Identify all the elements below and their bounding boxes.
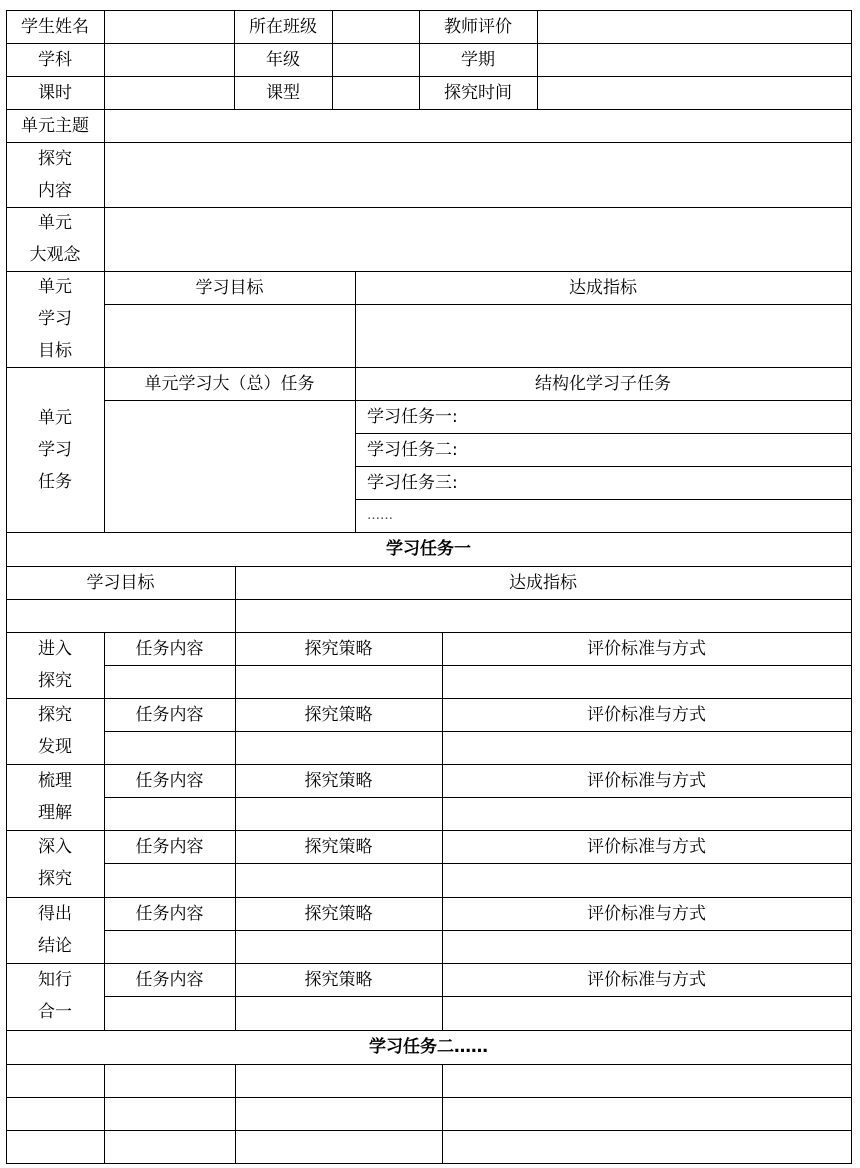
grid-line bbox=[104, 863, 852, 864]
grid-line bbox=[442, 1064, 443, 1164]
evaluation-header: 评价标准与方式 bbox=[587, 770, 706, 791]
task-content-header: 任务内容 bbox=[135, 704, 204, 725]
grid-line bbox=[6, 632, 852, 633]
unit-goal-field[interactable] bbox=[104, 304, 355, 367]
task-two-cell[interactable] bbox=[235, 1097, 442, 1130]
stage-label-line: 探究 bbox=[38, 869, 72, 889]
grid-line bbox=[104, 1064, 105, 1164]
unit-big-idea-label-line2: 大观念 bbox=[29, 245, 81, 265]
grid-line bbox=[6, 1030, 852, 1031]
evaluation-field[interactable] bbox=[442, 930, 851, 963]
inquiry-content-label bbox=[6, 142, 104, 207]
student-name-field[interactable] bbox=[104, 10, 234, 43]
inquiry-time-label: 探究时间 bbox=[444, 82, 512, 103]
inquiry-strategy-header: 探究策略 bbox=[304, 969, 373, 990]
stage-label bbox=[6, 897, 104, 963]
grid-line bbox=[442, 632, 443, 1031]
period-label: 课时 bbox=[38, 82, 72, 103]
class-field[interactable] bbox=[332, 10, 419, 43]
grid-line bbox=[355, 499, 852, 500]
task-two-cell[interactable] bbox=[104, 1064, 235, 1097]
inquiry-content-label-line2: 内容 bbox=[38, 180, 72, 201]
inquiry-time-field[interactable] bbox=[537, 76, 851, 109]
lesson-type-field[interactable] bbox=[332, 76, 419, 109]
task-two-cell[interactable] bbox=[6, 1130, 104, 1163]
inquiry-strategy-header: 探究策略 bbox=[304, 638, 373, 659]
unit-tasks-side-label-line3: 任务 bbox=[38, 471, 72, 492]
unit-tasks-side-label-line1: 单元 bbox=[38, 407, 72, 428]
grid-line bbox=[6, 1097, 852, 1098]
inquiry-strategy-header: 探究策略 bbox=[304, 903, 373, 924]
unit-goals-side-label-line1: 单元 bbox=[38, 277, 72, 297]
grid-line bbox=[104, 10, 105, 533]
grid-line bbox=[6, 43, 852, 44]
evaluation-field[interactable] bbox=[442, 665, 851, 698]
stage-label bbox=[6, 632, 104, 698]
sub-task-1[interactable]: 学习任务一: bbox=[367, 406, 458, 427]
task-content-field[interactable] bbox=[104, 930, 235, 963]
unit-tasks-side-label bbox=[6, 367, 104, 532]
semester-field[interactable] bbox=[537, 43, 851, 76]
unit-theme-field[interactable] bbox=[104, 109, 851, 142]
task-one-title: 学习任务一 bbox=[386, 539, 471, 559]
inquiry-strategy-field[interactable] bbox=[235, 996, 442, 1029]
grid-line bbox=[104, 996, 852, 997]
task-two-cell[interactable] bbox=[104, 1097, 235, 1130]
unit-theme-label: 单元主题 bbox=[21, 115, 89, 136]
unit-goals-side-label-line2: 学习 bbox=[38, 309, 72, 329]
task-content-header: 任务内容 bbox=[135, 903, 204, 924]
grid-line bbox=[235, 632, 236, 1031]
evaluation-field[interactable] bbox=[442, 797, 851, 830]
grid-line bbox=[6, 109, 852, 110]
evaluation-header: 评价标准与方式 bbox=[587, 836, 706, 857]
task-two-cell[interactable] bbox=[442, 1130, 851, 1163]
grid-line bbox=[6, 207, 852, 208]
lesson-type-label: 课型 bbox=[266, 82, 300, 103]
grid-line bbox=[234, 10, 235, 110]
grid-line bbox=[6, 1163, 852, 1164]
stage-label-line: 结论 bbox=[38, 936, 72, 956]
grid-line bbox=[104, 797, 852, 798]
task-content-field[interactable] bbox=[104, 797, 235, 830]
unit-goal-header: 学习目标 bbox=[195, 277, 264, 298]
unit-indicator-header: 达成指标 bbox=[569, 277, 637, 298]
task-two-cell[interactable] bbox=[6, 1064, 104, 1097]
task-content-field[interactable] bbox=[104, 863, 235, 896]
task-one-goal-header: 学习目标 bbox=[86, 572, 155, 593]
evaluation-field[interactable] bbox=[442, 863, 851, 896]
grid-line bbox=[6, 830, 852, 831]
stage-label-line: 探究 bbox=[38, 705, 72, 725]
grid-line bbox=[6, 1064, 852, 1065]
grid-line bbox=[6, 599, 852, 600]
grid-line bbox=[6, 566, 852, 567]
evaluation-header: 评价标准与方式 bbox=[587, 638, 706, 659]
stage-label bbox=[6, 698, 104, 764]
grid-line bbox=[6, 698, 852, 699]
sub-task-3[interactable]: 学习任务三: bbox=[367, 472, 458, 493]
stage-label bbox=[6, 830, 104, 896]
sub-task-header: 结构化学习子任务 bbox=[535, 373, 671, 394]
grid-line bbox=[6, 271, 852, 272]
grid-line bbox=[6, 76, 852, 77]
grid-line bbox=[104, 930, 852, 931]
grid-line bbox=[104, 731, 852, 732]
stage-label bbox=[6, 764, 104, 830]
task-one-indicator-header: 达成指标 bbox=[509, 572, 577, 593]
task-content-header: 任务内容 bbox=[135, 638, 204, 659]
grid-line bbox=[104, 632, 105, 1031]
grid-line bbox=[235, 566, 236, 633]
inquiry-strategy-field[interactable] bbox=[235, 731, 442, 764]
sub-task-more[interactable]: …… bbox=[367, 507, 393, 523]
grid-line bbox=[104, 665, 852, 666]
evaluation-field[interactable] bbox=[442, 731, 851, 764]
unit-indicator-field[interactable] bbox=[355, 304, 851, 367]
semester-label: 学期 bbox=[461, 49, 495, 70]
unit-tasks-side-label-line2: 学习 bbox=[38, 439, 72, 460]
stage-label bbox=[6, 963, 104, 1029]
stage-label-line: 发现 bbox=[38, 737, 72, 757]
inquiry-strategy-field[interactable] bbox=[235, 665, 442, 698]
grid-line bbox=[6, 897, 852, 898]
stage-label-line: 梳理 bbox=[38, 771, 72, 791]
evaluation-header: 评价标准与方式 bbox=[587, 704, 706, 725]
grid-line bbox=[6, 10, 7, 1164]
stage-label-line: 深入 bbox=[38, 837, 72, 857]
task-content-field[interactable] bbox=[104, 731, 235, 764]
inquiry-strategy-header: 探究策略 bbox=[304, 704, 373, 725]
task-two-cell[interactable] bbox=[104, 1130, 235, 1163]
inquiry-strategy-field[interactable] bbox=[235, 863, 442, 896]
grade-field[interactable] bbox=[332, 43, 419, 76]
inquiry-strategy-header: 探究策略 bbox=[304, 770, 373, 791]
unit-goals-side-label-line3: 目标 bbox=[38, 341, 72, 361]
unit-big-idea-field[interactable] bbox=[104, 207, 851, 271]
task-two-cell[interactable] bbox=[442, 1097, 851, 1130]
grid-line bbox=[104, 304, 852, 305]
grid-line bbox=[235, 1064, 236, 1164]
class-label: 所在班级 bbox=[249, 16, 317, 37]
subject-field[interactable] bbox=[104, 43, 234, 76]
stage-label-line: 知行 bbox=[38, 970, 72, 990]
stage-label-line: 理解 bbox=[38, 803, 72, 823]
stage-label-line: 探究 bbox=[38, 671, 72, 691]
grid-line bbox=[6, 764, 852, 765]
inquiry-content-label-line1: 探究 bbox=[38, 148, 72, 169]
task-two-cell[interactable] bbox=[235, 1064, 442, 1097]
sub-task-2[interactable]: 学习任务二: bbox=[367, 439, 458, 460]
grid-line bbox=[6, 532, 852, 533]
stage-label-line: 进入 bbox=[38, 639, 72, 659]
task-two-cell[interactable] bbox=[442, 1064, 851, 1097]
inquiry-strategy-header: 探究策略 bbox=[304, 836, 373, 857]
teacher-eval-field[interactable] bbox=[537, 10, 851, 43]
grid-line bbox=[6, 367, 852, 368]
task-content-header: 任务内容 bbox=[135, 969, 204, 990]
inquiry-content-field[interactable] bbox=[104, 142, 851, 207]
period-field[interactable] bbox=[104, 76, 234, 109]
grid-line bbox=[851, 10, 852, 1164]
big-task-field[interactable] bbox=[104, 400, 355, 532]
task-two-cell[interactable] bbox=[235, 1130, 442, 1163]
task-one-goal-field[interactable] bbox=[6, 599, 235, 632]
grid-line bbox=[6, 963, 852, 964]
task-content-header: 任务内容 bbox=[135, 770, 204, 791]
grid-line bbox=[6, 10, 852, 11]
task-two-title: 学习任务二…… bbox=[369, 1037, 488, 1057]
task-content-field[interactable] bbox=[104, 665, 235, 698]
unit-goals-side-label bbox=[6, 271, 104, 367]
unit-big-idea-label bbox=[6, 207, 104, 271]
grid-line bbox=[6, 142, 852, 143]
grid-line bbox=[355, 271, 356, 533]
grid-line bbox=[355, 433, 852, 434]
grid-line bbox=[537, 10, 538, 110]
subject-label: 学科 bbox=[38, 49, 72, 70]
task-content-field[interactable] bbox=[104, 996, 235, 1029]
stage-label-line: 合一 bbox=[38, 1002, 72, 1022]
grid-line bbox=[332, 10, 333, 110]
task-two-cell[interactable] bbox=[6, 1097, 104, 1130]
task-one-indicator-field[interactable] bbox=[235, 599, 851, 632]
evaluation-field[interactable] bbox=[442, 996, 851, 1029]
task-content-header: 任务内容 bbox=[135, 836, 204, 857]
big-task-header: 单元学习大（总）任务 bbox=[144, 373, 315, 394]
grid-line bbox=[419, 10, 420, 110]
teacher-eval-label: 教师评价 bbox=[444, 16, 512, 37]
grade-label: 年级 bbox=[266, 49, 300, 70]
stage-label-line: 得出 bbox=[38, 904, 72, 924]
grid-line bbox=[355, 466, 852, 467]
unit-big-idea-label-line1: 单元 bbox=[38, 213, 72, 233]
inquiry-strategy-field[interactable] bbox=[235, 797, 442, 830]
grid-line bbox=[6, 1130, 852, 1131]
inquiry-strategy-field[interactable] bbox=[235, 930, 442, 963]
evaluation-header: 评价标准与方式 bbox=[587, 969, 706, 990]
grid-line bbox=[104, 400, 852, 401]
evaluation-header: 评价标准与方式 bbox=[587, 903, 706, 924]
student-name-label: 学生姓名 bbox=[21, 16, 89, 37]
